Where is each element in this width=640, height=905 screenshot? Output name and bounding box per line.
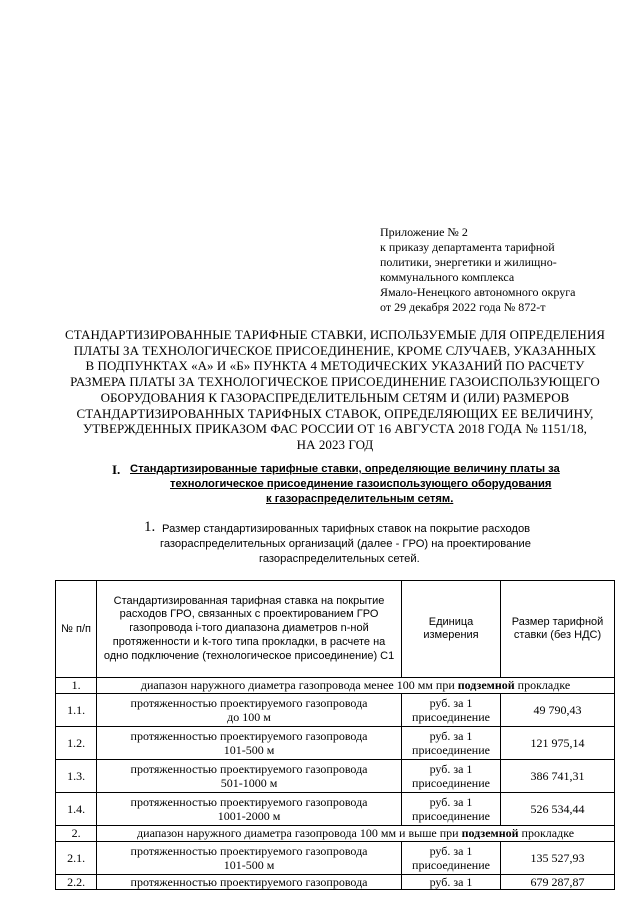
row-unit (401, 875, 500, 890)
table-row (56, 760, 615, 793)
table-row (56, 842, 615, 875)
group-text-bold: подземной (457, 678, 515, 692)
row-value: 121 975,14 (501, 727, 615, 760)
header-no: № п/п (56, 581, 97, 678)
desc-line: протяженностью проектируемого газопровода (130, 762, 368, 776)
title-line: РАЗМЕРА ПЛАТЫ ЗА ТЕХНОЛОГИЧЕСКОЕ ПРИСОЕДИНЕНИЕ ГАЗОИСПОЛЬЗУЮЩЕГО (70, 374, 600, 390)
row-description (97, 842, 402, 875)
unit-line: присоединение (412, 743, 490, 757)
desc-line: протяженностью проектируемого газопровода (130, 696, 368, 710)
row-number: 2.2. (56, 875, 97, 890)
group-description (97, 826, 615, 842)
desc-line: 101-500 м (223, 743, 275, 757)
annex-block (380, 225, 610, 315)
annex-line: политики, энергетики и жилищно- (380, 255, 557, 269)
unit-line: руб. за 1 (429, 762, 473, 776)
title-line: НА 2023 ГОД (296, 436, 374, 452)
desc-line: 1001-2000 м (217, 809, 281, 823)
header-value: Размер тарифной ставки (без НДС) (501, 581, 615, 678)
section-line: технологическое присоединение газоиспользующего оборудования (170, 478, 552, 490)
unit-line: руб. за 1 (429, 875, 473, 889)
desc-line: 101-500 м (223, 858, 275, 872)
row-description (97, 793, 402, 826)
row-number: 1.3. (56, 760, 97, 793)
row-unit (401, 727, 500, 760)
group-text-bold: подземной (461, 826, 519, 840)
annex-line: к приказу департамента тарифной (380, 240, 555, 254)
row-unit (401, 842, 500, 875)
unit-line: руб. за 1 (429, 696, 473, 710)
row-description (97, 760, 402, 793)
tariff-table (55, 580, 615, 890)
header-description: Стандартизированная тарифная ставка на покрытие расходов ГРО, связанных с проектированием ГРО газопровода i-того диапазона диаметров n-ной протяженности и k-того типа прокладки, в расчете на одно подключение (технологическое присоединение) С1 (97, 581, 402, 678)
table-header-row (56, 581, 615, 678)
table-row (56, 727, 615, 760)
unit-line: присоединение (412, 809, 490, 823)
desc-line: 501-1000 м (220, 776, 278, 790)
annex-line: коммунального комплекса (380, 270, 515, 284)
section-number: I. (112, 462, 121, 477)
annex-line: Ямало-Ненецкого автономного округа (380, 285, 576, 299)
row-number: 1.1. (56, 694, 97, 727)
desc-line: протяженностью проектируемого газопровода (130, 729, 368, 743)
row-description (97, 727, 402, 760)
row-unit (401, 793, 500, 826)
row-unit (401, 694, 500, 727)
title-line: УТВЕРЖДЕННЫХ ПРИКАЗОМ ФАС РОССИИ ОТ 16 АВГУСТА 2018 ГОДА № 1151/18, (83, 421, 587, 437)
row-description (97, 875, 402, 890)
group-text: диапазон наружного диаметра газопровода 100 мм и выше при (137, 826, 462, 840)
row-value: 526 534,44 (501, 793, 615, 826)
annex-line: от 29 декабря 2022 года № 872-т (380, 300, 546, 314)
table-row (56, 694, 615, 727)
subsection-line: газораспределительных организаций (далее - ГРО) на проектирование (160, 538, 531, 550)
title-line: СТАНДАРТИЗИРОВАННЫХ ТАРИФНЫХ СТАВОК, ОПРЕДЕЛЯЮЩИХ ЕЕ ВЕЛИЧИНУ, (76, 405, 594, 421)
document-title (40, 327, 630, 453)
title-line: В ПОДПУНКТАХ «А» И «Б» ПУНКТА 4 МЕТОДИЧЕСКИХ УКАЗАНИЙ ПО РАСЧЕТУ (85, 358, 585, 374)
unit-line: присоединение (412, 710, 490, 724)
group-text: прокладке (518, 826, 575, 840)
desc-line: протяженностью проектируемого газопровода (130, 795, 368, 809)
group-row (56, 678, 615, 694)
subsection-number: 1. (144, 519, 156, 535)
row-number: 1.2. (56, 727, 97, 760)
row-description (97, 694, 402, 727)
desc-line: до 100 м (227, 710, 271, 724)
desc-line: протяженностью проектируемого газопровода (130, 844, 368, 858)
unit-line: руб. за 1 (429, 729, 473, 743)
title-line: ОБОРУДОВАНИЯ К ГАЗОРАСПРЕДЕЛИТЕЛЬНЫМ СЕТЯМ И (ИЛИ) РАЗМЕРОВ (100, 389, 570, 405)
row-value: 679 287,87 (501, 875, 615, 890)
group-row (56, 826, 615, 842)
group-number: 2. (56, 826, 97, 842)
row-value: 135 527,93 (501, 842, 615, 875)
group-number: 1. (56, 678, 97, 694)
row-value: 386 741,31 (501, 760, 615, 793)
row-number: 1.4. (56, 793, 97, 826)
title-line: ПЛАТЫ ЗА ТЕХНОЛОГИЧЕСКОЕ ПРИСОЕДИНЕНИЕ, КРОМЕ СЛУЧАЕВ, УКАЗАННЫХ (73, 342, 597, 358)
header-unit: Единица измерения (401, 581, 500, 678)
row-unit (401, 760, 500, 793)
group-text: прокладке (514, 678, 571, 692)
table-row (56, 875, 615, 890)
group-description (97, 678, 615, 694)
annex-line: Приложение № 2 (380, 225, 468, 239)
table-row (56, 793, 615, 826)
group-text: диапазон наружного диаметра газопровода менее 100 мм при (140, 678, 458, 692)
subsection-line: газораспределительных сетей. (259, 553, 420, 565)
section-line: к газораспределительным сетям. (266, 493, 454, 505)
section-line: Стандартизированные тарифные ставки, определяющие величину платы за (130, 463, 560, 475)
title-line: СТАНДАРТИЗИРОВАННЫЕ ТАРИФНЫЕ СТАВКИ, ИСПОЛЬЗУЕМЫЕ ДЛЯ ОПРЕДЕЛЕНИЯ (64, 327, 606, 342)
unit-line: руб. за 1 (429, 795, 473, 809)
subsection-line: Размер стандартизированных тарифных ставок на покрытие расходов (162, 523, 531, 535)
unit-line: руб. за 1 (429, 844, 473, 858)
row-number: 2.1. (56, 842, 97, 875)
unit-line: присоединение (412, 858, 490, 872)
desc-line: протяженностью проектируемого газопровода (130, 875, 368, 889)
row-value: 49 790,43 (501, 694, 615, 727)
unit-line: присоединение (412, 776, 490, 790)
